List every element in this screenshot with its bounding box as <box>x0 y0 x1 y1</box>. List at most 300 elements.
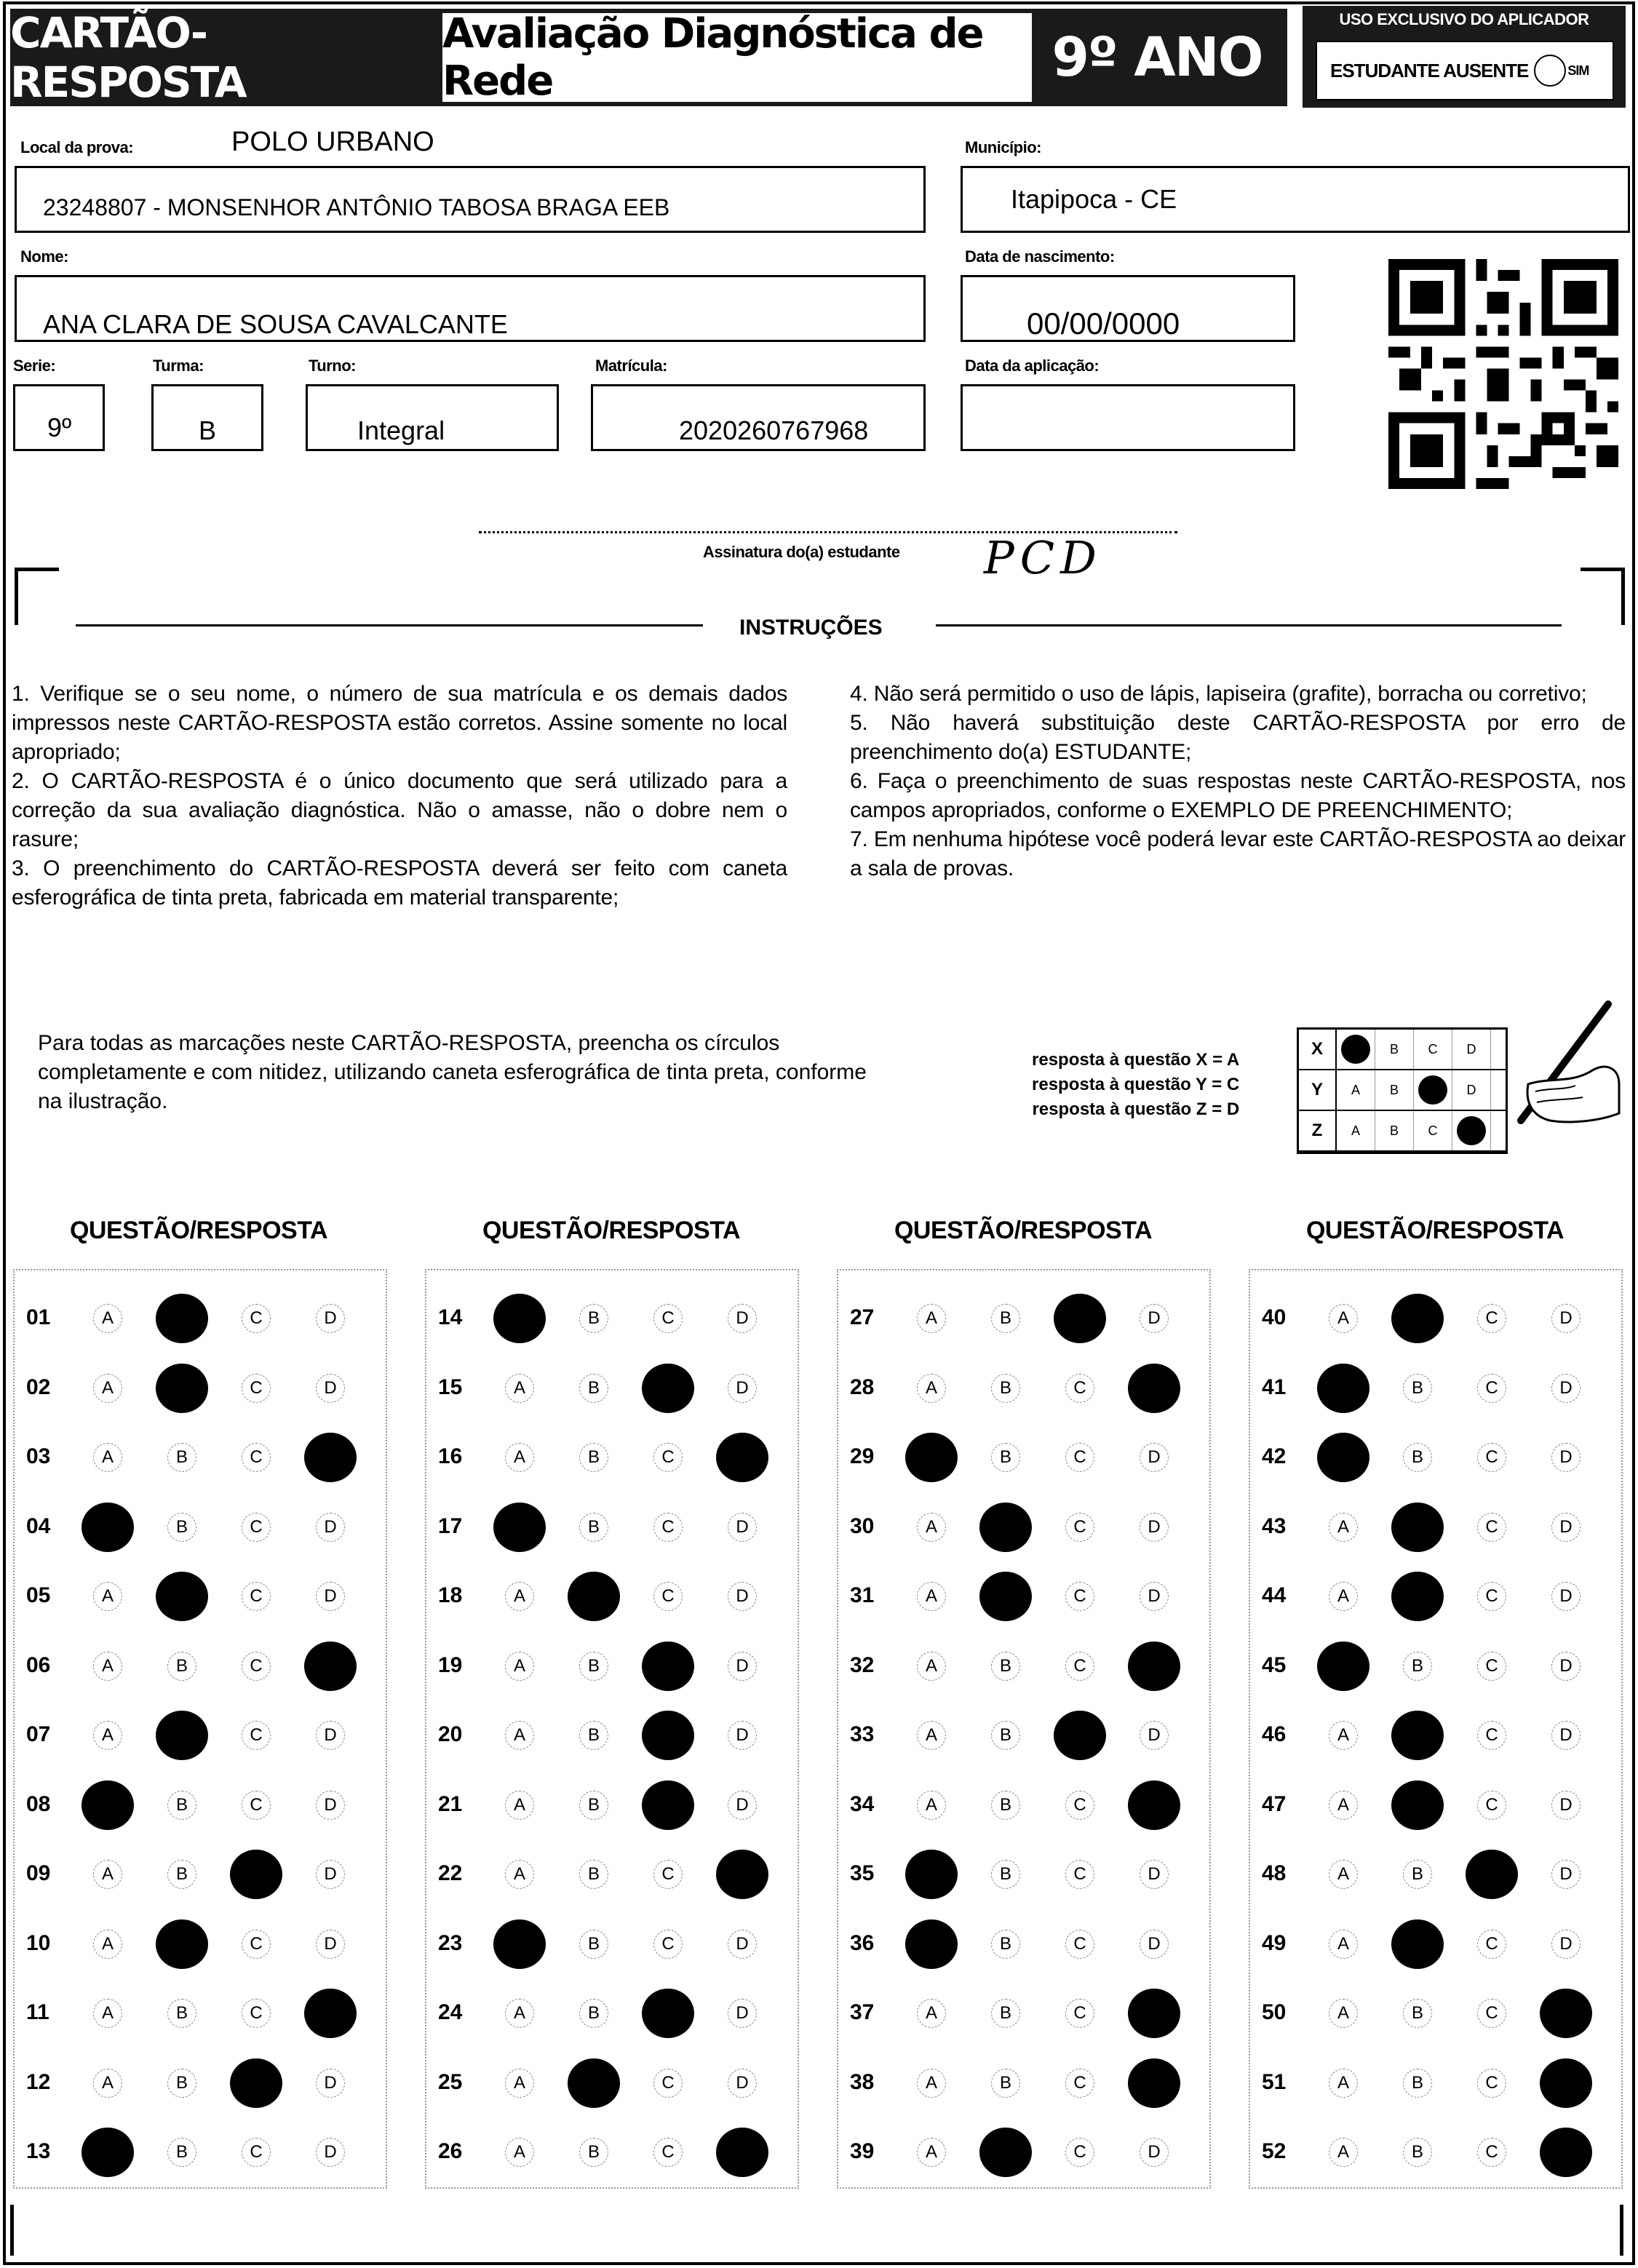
answer-option-letter: B <box>999 1725 1011 1745</box>
answer-bubble[interactable] <box>316 2069 345 2098</box>
answer-bubble[interactable] <box>917 1999 946 2028</box>
answer-bubble[interactable] <box>917 1582 946 1611</box>
answer-bubble[interactable] <box>316 1930 345 1959</box>
answer-bubble[interactable] <box>167 1791 196 1820</box>
answer-bubble-filled[interactable] <box>1540 2058 1592 2108</box>
question-number: 25 <box>438 2069 463 2094</box>
answer-bubble[interactable] <box>505 1721 534 1750</box>
answer-bubble[interactable] <box>167 1860 196 1889</box>
answer-bubble-filled[interactable] <box>304 1433 357 1482</box>
answer-bubble-filled[interactable] <box>568 1572 620 1621</box>
answer-option-letter: A <box>101 1933 114 1954</box>
answer-bubble[interactable] <box>242 1304 271 1333</box>
answer-option-letter: C <box>1073 2072 1086 2093</box>
answer-option-letter: D <box>736 1933 749 1954</box>
answer-bubble[interactable] <box>505 1443 534 1472</box>
answer-bubble-filled[interactable] <box>1391 1780 1444 1830</box>
answer-bubble-filled[interactable] <box>1128 2058 1180 2108</box>
answer-bubble[interactable] <box>316 1582 345 1611</box>
answer-bubble[interactable] <box>1065 1930 1094 1959</box>
answer-bubble[interactable] <box>93 1652 122 1681</box>
answer-bubble[interactable] <box>1477 1304 1506 1333</box>
answer-bubble-filled[interactable] <box>1054 1711 1106 1760</box>
answer-bubble-filled[interactable] <box>642 1780 694 1830</box>
answer-bubble[interactable] <box>1140 2138 1169 2167</box>
answer-option-letter: D <box>1148 1308 1161 1328</box>
answer-bubble[interactable] <box>728 1999 757 2028</box>
answer-bubble[interactable] <box>728 1721 757 1750</box>
answer-bubble[interactable] <box>1551 1930 1581 1959</box>
answer-bubble[interactable] <box>505 1374 534 1403</box>
answer-bubble-filled[interactable] <box>230 1850 282 1899</box>
answer-bubble[interactable] <box>653 2069 683 2098</box>
answer-bubble[interactable] <box>167 2069 196 2098</box>
answer-bubble-filled[interactable] <box>81 2128 134 2177</box>
answer-bubble[interactable] <box>316 1791 345 1820</box>
answer-bubble[interactable] <box>1551 1374 1581 1403</box>
answer-bubble-filled[interactable] <box>979 1572 1032 1621</box>
answer-bubble-filled[interactable] <box>979 1503 1032 1552</box>
example-filled-bubble <box>1341 1035 1370 1064</box>
answer-option-letter: D <box>1559 1933 1573 1954</box>
answer-bubble-filled[interactable] <box>304 1642 357 1691</box>
answer-bubble[interactable] <box>653 1930 683 1959</box>
answer-bubble[interactable] <box>917 1791 946 1820</box>
answer-bubble[interactable] <box>167 1652 196 1681</box>
answer-bubble[interactable] <box>505 2138 534 2167</box>
question-number: 42 <box>1262 1444 1287 1468</box>
answer-bubble[interactable] <box>1551 1513 1581 1542</box>
answer-bubble-filled[interactable] <box>1317 1364 1369 1413</box>
instructions-rule-left <box>76 624 703 626</box>
column-title: QUESTÃO/RESPOSTA <box>482 1217 741 1244</box>
answer-bubble[interactable] <box>1477 1443 1506 1472</box>
turno-value: Integral <box>357 415 445 445</box>
question-number: 08 <box>26 1791 51 1816</box>
answer-bubble-filled[interactable] <box>1128 1780 1180 1830</box>
answer-bubble[interactable] <box>1140 1582 1169 1611</box>
answer-bubble[interactable] <box>316 1513 345 1542</box>
answer-bubble-filled[interactable] <box>642 1364 694 1413</box>
question-number: 21 <box>438 1791 463 1816</box>
answer-bubble[interactable] <box>917 2069 946 2098</box>
answer-bubble[interactable] <box>917 1374 946 1403</box>
answer-option-letter: D <box>1559 1864 1573 1884</box>
answer-bubble[interactable] <box>93 1304 122 1333</box>
answer-bubble-filled[interactable] <box>1128 1364 1180 1413</box>
exam-name: Avaliação Diagnóstica de Rede <box>442 13 1032 102</box>
answer-option-letter: A <box>925 1308 937 1328</box>
example-legend-y: resposta à questão Y = C <box>1032 1075 1240 1094</box>
answer-option-letter: B <box>175 1516 188 1537</box>
answer-bubble-filled[interactable] <box>1540 1989 1592 2038</box>
answer-bubble[interactable] <box>1329 1791 1358 1820</box>
answer-bubble[interactable] <box>93 1374 122 1403</box>
answer-option-letter: B <box>999 1794 1011 1815</box>
answer-bubble[interactable] <box>579 2138 608 2167</box>
answer-option-letter: A <box>925 1655 937 1676</box>
answer-bubble[interactable] <box>579 1304 608 1333</box>
answer-bubble-filled[interactable] <box>493 1919 546 1969</box>
question-number: 31 <box>850 1583 875 1607</box>
answer-bubble[interactable] <box>167 1443 196 1472</box>
question-number: 06 <box>26 1652 51 1677</box>
answer-bubble-filled[interactable] <box>1391 1294 1444 1343</box>
answer-option-letter: A <box>513 1655 525 1676</box>
answer-option-letter: C <box>250 1516 263 1537</box>
answer-bubble[interactable] <box>1065 1652 1094 1681</box>
answer-bubble-filled[interactable] <box>81 1780 134 1830</box>
answer-bubble-filled[interactable] <box>1128 1989 1180 2038</box>
answer-bubble[interactable] <box>242 1443 271 1472</box>
answer-bubble-filled[interactable] <box>156 1294 208 1343</box>
answer-bubble[interactable] <box>316 1304 345 1333</box>
answer-bubble[interactable] <box>505 2069 534 2098</box>
answer-bubble[interactable] <box>579 1652 608 1681</box>
answer-option-letter: A <box>101 1655 114 1676</box>
answer-bubble[interactable] <box>1140 1721 1169 1750</box>
answer-bubble[interactable] <box>93 2069 122 2098</box>
example-row <box>1299 1030 1506 1070</box>
question-number: 17 <box>438 1513 463 1538</box>
answer-option-letter: A <box>925 2003 937 2023</box>
answer-bubble[interactable] <box>917 2138 946 2167</box>
answer-bubble[interactable] <box>991 1791 1020 1820</box>
answer-bubble[interactable] <box>1329 1999 1358 2028</box>
answer-bubble[interactable] <box>1551 1443 1581 1472</box>
answer-bubble[interactable] <box>1065 1791 1094 1820</box>
answer-bubble-filled[interactable] <box>1391 1711 1444 1760</box>
answer-bubble[interactable] <box>991 2069 1020 2098</box>
answer-bubble[interactable] <box>316 1721 345 1750</box>
answer-bubble[interactable] <box>1140 1443 1169 1472</box>
answer-bubble[interactable] <box>1477 2138 1506 2167</box>
answer-bubble[interactable] <box>579 1443 608 1472</box>
answer-option-letter: A <box>513 2003 525 2023</box>
absent-checkbox[interactable] <box>1316 41 1614 100</box>
answer-bubble[interactable] <box>1551 1304 1581 1333</box>
answer-bubble[interactable] <box>653 1443 683 1472</box>
answer-bubble[interactable] <box>93 1930 122 1959</box>
answer-option-letter: B <box>587 1447 600 1467</box>
answer-bubble[interactable] <box>167 1513 196 1542</box>
answer-option-letter: D <box>736 1655 749 1676</box>
answer-bubble[interactable] <box>505 1860 534 1889</box>
answer-option-letter: A <box>101 2003 114 2023</box>
answer-bubble-filled[interactable] <box>905 1433 958 1482</box>
answer-bubble[interactable] <box>242 1582 271 1611</box>
answer-bubble[interactable] <box>1329 1582 1358 1611</box>
turno-field <box>306 384 559 451</box>
answer-bubble-filled[interactable] <box>716 1850 768 1899</box>
answer-bubble[interactable] <box>93 1860 122 1889</box>
answer-bubble-filled[interactable] <box>1317 1642 1369 1691</box>
answer-bubble-filled[interactable] <box>1391 1919 1444 1969</box>
answer-bubble[interactable] <box>991 1304 1020 1333</box>
answer-bubble[interactable] <box>1329 1513 1358 1542</box>
answer-bubble-filled[interactable] <box>642 1642 694 1691</box>
question-number: 07 <box>26 1722 51 1746</box>
answer-bubble-filled[interactable] <box>716 2128 768 2177</box>
answer-option-letter: B <box>587 2142 600 2162</box>
answer-option-letter: D <box>324 1516 337 1537</box>
answer-bubble[interactable] <box>1403 1652 1432 1681</box>
answer-option-letter: D <box>324 2142 337 2162</box>
answer-bubble[interactable] <box>1477 2069 1506 2098</box>
question-number: 27 <box>850 1305 875 1329</box>
answer-option-letter: D <box>1559 1447 1573 1467</box>
answer-option-letter: D <box>324 1933 337 1954</box>
answer-bubble[interactable] <box>579 1721 608 1750</box>
answer-bubble[interactable] <box>505 1652 534 1681</box>
answer-bubble-filled[interactable] <box>979 2128 1032 2177</box>
answer-bubble[interactable] <box>1329 2069 1358 2098</box>
answer-bubble[interactable] <box>991 1860 1020 1889</box>
answer-bubble[interactable] <box>728 1374 757 1403</box>
answer-option-letter: B <box>1411 2003 1423 2023</box>
answer-bubble[interactable] <box>579 1791 608 1820</box>
answer-option-letter: B <box>587 1725 600 1745</box>
answer-bubble[interactable] <box>1477 1513 1506 1542</box>
answer-bubble-filled[interactable] <box>156 1919 208 1969</box>
answer-bubble[interactable] <box>579 1860 608 1889</box>
answer-bubble[interactable] <box>579 1999 608 2028</box>
answer-bubble[interactable] <box>1065 1443 1094 1472</box>
matricula-label: Matrícula: <box>595 357 667 375</box>
answer-bubble[interactable] <box>991 1999 1020 2028</box>
pen-hand-icon <box>1484 997 1623 1135</box>
answer-option-letter: C <box>250 1655 263 1676</box>
answer-option-letter: C <box>1073 1377 1086 1398</box>
answer-option-letter: B <box>999 1655 1011 1676</box>
answer-bubble[interactable] <box>1065 1999 1094 2028</box>
example-filled-bubble <box>1418 1075 1447 1105</box>
answer-bubble[interactable] <box>167 2138 196 2167</box>
answer-bubble[interactable] <box>1140 1860 1169 1889</box>
answer-bubble[interactable] <box>1403 2138 1432 2167</box>
answer-bubble[interactable] <box>1551 1860 1581 1889</box>
answer-option-letter: D <box>1148 2142 1161 2162</box>
example-row-key: Z <box>1299 1111 1337 1150</box>
answer-bubble[interactable] <box>728 1791 757 1820</box>
answer-bubble[interactable] <box>316 1374 345 1403</box>
answer-bubble[interactable] <box>1551 1652 1581 1681</box>
answer-bubble[interactable] <box>1551 1582 1581 1611</box>
answer-bubble[interactable] <box>1329 2138 1358 2167</box>
answer-bubble[interactable] <box>1065 1513 1094 1542</box>
answer-option-letter: B <box>175 1655 188 1676</box>
answer-bubble[interactable] <box>1477 1582 1506 1611</box>
answer-bubble-filled[interactable] <box>81 1503 134 1552</box>
answer-bubble-filled[interactable] <box>1128 1642 1180 1691</box>
answer-bubble[interactable] <box>242 1930 271 1959</box>
answer-bubble[interactable] <box>242 1374 271 1403</box>
answer-option-letter: D <box>324 2072 337 2093</box>
answer-option-letter: A <box>101 1864 114 1884</box>
answer-bubble[interactable] <box>1329 1930 1358 1959</box>
answer-bubble[interactable] <box>653 1582 683 1611</box>
answer-bubble[interactable] <box>93 1443 122 1472</box>
question-number: 29 <box>850 1444 875 1468</box>
answer-bubble[interactable] <box>579 1374 608 1403</box>
answer-bubble[interactable] <box>1329 1304 1358 1333</box>
instruction-6: 6. Faça o preenchimento de suas respostas neste CARTÃO-RESPOSTA, nos campos apropriados, conforme o EXEMPLO DE PREENCHIMENTO; <box>850 769 1626 822</box>
answer-bubble[interactable] <box>1140 1930 1169 1959</box>
answer-bubble[interactable] <box>1140 1304 1169 1333</box>
answer-bubble[interactable] <box>653 1860 683 1889</box>
answer-bubble-filled[interactable] <box>716 1433 768 1482</box>
answer-bubble-filled[interactable] <box>905 1919 958 1969</box>
answer-bubble-filled[interactable] <box>156 1364 208 1413</box>
answer-bubble[interactable] <box>1065 1374 1094 1403</box>
answer-bubble[interactable] <box>728 1652 757 1681</box>
answer-bubble[interactable] <box>728 1513 757 1542</box>
answer-bubble[interactable] <box>93 1721 122 1750</box>
answer-bubble[interactable] <box>242 2138 271 2167</box>
answer-bubble-filled[interactable] <box>642 1989 694 2038</box>
answer-bubble[interactable] <box>728 1304 757 1333</box>
instruction-2: 2. O CARTÃO-RESPOSTA é o único documento que será utilizado para a correção da sua avaliação diagnóstica. Não o amasse, não o dobre nem o rasure; <box>12 769 787 851</box>
absent-bubble[interactable] <box>1534 55 1566 87</box>
answer-bubble[interactable] <box>653 1513 683 1542</box>
answer-bubble[interactable] <box>579 1930 608 1959</box>
answer-bubble[interactable] <box>242 1721 271 1750</box>
answer-option-letter: C <box>661 1447 675 1467</box>
answer-bubble[interactable] <box>1477 1999 1506 2028</box>
answer-bubble[interactable] <box>1477 1652 1506 1681</box>
instruction-5: 5. Não haverá substituição deste CARTÃO-RESPOSTA por erro de preenchimento do(a) ESTUDANTE; <box>850 711 1626 764</box>
answer-bubble-filled[interactable] <box>493 1294 546 1343</box>
answer-bubble[interactable] <box>1065 2138 1094 2167</box>
answer-bubble[interactable] <box>316 1860 345 1889</box>
answer-option-letter: D <box>1559 1655 1573 1676</box>
answer-bubble-filled[interactable] <box>568 2058 620 2108</box>
answer-option-letter: B <box>175 1794 188 1815</box>
answer-bubble[interactable] <box>1551 1791 1581 1820</box>
answer-bubble[interactable] <box>505 1999 534 2028</box>
answer-bubble[interactable] <box>991 1930 1020 1959</box>
answer-bubble[interactable] <box>728 2069 757 2098</box>
answer-bubble[interactable] <box>991 1721 1020 1750</box>
answer-bubble-filled[interactable] <box>304 1989 357 2038</box>
answer-option-letter: B <box>999 1377 1011 1398</box>
question-number: 32 <box>850 1652 875 1677</box>
answer-bubble[interactable] <box>653 2138 683 2167</box>
answer-bubble[interactable] <box>1477 1721 1506 1750</box>
nome-value: ANA CLARA DE SOUSA CAVALCANTE <box>43 309 508 339</box>
corner-top-left <box>15 568 59 625</box>
answer-bubble-filled[interactable] <box>1317 1433 1369 1482</box>
answer-bubble[interactable] <box>1065 1582 1094 1611</box>
answer-option-letter: A <box>925 1794 937 1815</box>
answer-bubble[interactable] <box>505 1791 534 1820</box>
answer-bubble[interactable] <box>917 1304 946 1333</box>
answer-bubble[interactable] <box>1403 2069 1432 2098</box>
answer-bubble-filled[interactable] <box>642 1711 694 1760</box>
answer-bubble[interactable] <box>1065 1860 1094 1889</box>
answer-bubble[interactable] <box>917 1652 946 1681</box>
answer-bubble[interactable] <box>93 1999 122 2028</box>
answer-option-letter: D <box>736 1308 749 1328</box>
answer-bubble[interactable] <box>1403 1860 1432 1889</box>
answer-bubble[interactable] <box>991 1374 1020 1403</box>
answer-option-letter: D <box>324 1377 337 1398</box>
answer-bubble[interactable] <box>505 1582 534 1611</box>
answer-bubble-filled[interactable] <box>1466 1850 1518 1899</box>
answer-option-letter: C <box>1485 2142 1498 2162</box>
answer-bubble[interactable] <box>1477 1374 1506 1403</box>
answer-bubble[interactable] <box>1477 1930 1506 1959</box>
signature-value: PCD <box>984 531 1102 584</box>
municipio-value: Itapipoca - CE <box>1011 184 1177 214</box>
answer-option-letter: B <box>175 1447 188 1467</box>
answer-option-letter: D <box>736 1725 749 1745</box>
answer-bubble[interactable] <box>93 1582 122 1611</box>
answer-option-letter: C <box>1073 2142 1086 2162</box>
answer-bubble[interactable] <box>728 1930 757 1959</box>
answer-bubble-filled[interactable] <box>1054 1294 1106 1343</box>
answer-bubble[interactable] <box>991 1652 1020 1681</box>
answer-bubble-filled[interactable] <box>1391 1503 1444 1552</box>
answer-option-letter: D <box>1148 1516 1161 1537</box>
answer-bubble[interactable] <box>1140 1513 1169 1542</box>
answer-bubble-filled[interactable] <box>493 1503 546 1552</box>
answer-option-letter: A <box>1337 1586 1349 1606</box>
answer-option-letter: C <box>250 2142 263 2162</box>
answer-bubble[interactable] <box>1065 2069 1094 2098</box>
answer-bubble[interactable] <box>1329 1721 1358 1750</box>
answer-bubble[interactable] <box>1477 1791 1506 1820</box>
answer-bubble[interactable] <box>316 2138 345 2167</box>
answer-bubble[interactable] <box>1403 1374 1432 1403</box>
answer-option-letter: C <box>1485 1655 1498 1676</box>
answer-bubble-filled[interactable] <box>1540 2128 1592 2177</box>
answer-bubble[interactable] <box>1403 1443 1432 1472</box>
answer-bubble[interactable] <box>242 1999 271 2028</box>
answer-option-letter: C <box>661 2142 675 2162</box>
answer-bubble[interactable] <box>991 1443 1020 1472</box>
answer-bubble-filled[interactable] <box>1391 1572 1444 1621</box>
answer-bubble-filled[interactable] <box>905 1850 958 1899</box>
answer-option-letter: D <box>736 1586 749 1606</box>
absent-label: ESTUDANTE AUSENTE <box>1330 59 1529 81</box>
answer-bubble[interactable] <box>579 1513 608 1542</box>
answer-bubble-filled[interactable] <box>230 2058 282 2108</box>
answer-bubble[interactable] <box>1551 1721 1581 1750</box>
example-row-key: X <box>1299 1030 1337 1069</box>
answer-bubble[interactable] <box>728 1582 757 1611</box>
answer-bubble[interactable] <box>917 1513 946 1542</box>
answer-bubble[interactable] <box>1403 1999 1432 2028</box>
answer-option-letter: C <box>250 1933 263 1954</box>
example-option: B <box>1375 1070 1414 1110</box>
answer-option-letter: B <box>587 1516 600 1537</box>
answer-bubble-filled[interactable] <box>156 1572 208 1621</box>
answer-bubble[interactable] <box>242 1513 271 1542</box>
answer-bubble-filled[interactable] <box>156 1711 208 1760</box>
answer-option-letter: B <box>1411 1447 1423 1467</box>
corner-bottom-left <box>10 2205 14 2256</box>
answer-option-letter: C <box>250 1447 263 1467</box>
answer-bubble[interactable] <box>242 1791 271 1820</box>
answer-bubble[interactable] <box>653 1304 683 1333</box>
answer-bubble[interactable] <box>917 1721 946 1750</box>
answer-option-letter: B <box>1411 2072 1423 2093</box>
answer-bubble[interactable] <box>1329 1860 1358 1889</box>
answer-option-letter: C <box>250 1308 263 1328</box>
answer-bubble[interactable] <box>167 1999 196 2028</box>
answer-bubble[interactable] <box>242 1652 271 1681</box>
